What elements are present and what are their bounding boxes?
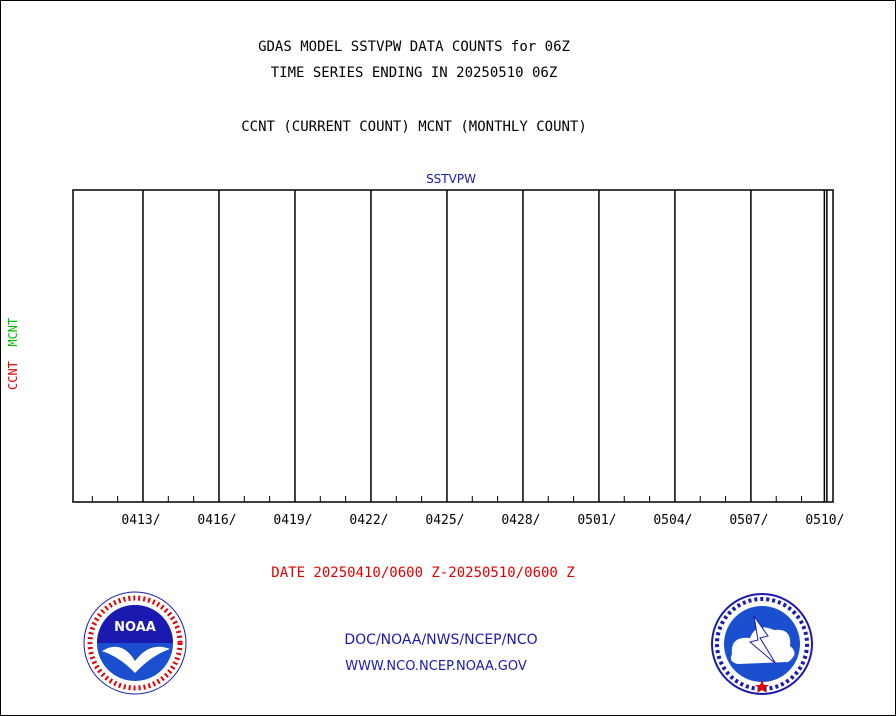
x-tick-label-5: 0428/ bbox=[501, 513, 541, 528]
y-axis-label-mcnt: MCNT bbox=[6, 317, 20, 347]
x-tick-label-0: 0413/ bbox=[121, 513, 161, 528]
credit-line-1[interactable]: DOC/NOAA/NWS/NCEP/NCO bbox=[344, 632, 538, 648]
x-tick-label-8: 0507/ bbox=[729, 513, 769, 528]
x-tick-label-4: 0425/ bbox=[425, 513, 465, 528]
noaa-logo-text: NOAA bbox=[114, 620, 156, 635]
nws-logo-icon bbox=[710, 592, 814, 696]
x-tick-label-9: 0510/ bbox=[805, 513, 845, 528]
noaa-logo-icon bbox=[82, 591, 188, 695]
x-tick-label-6: 0501/ bbox=[577, 513, 617, 528]
x-tick-label-1: 0416/ bbox=[197, 513, 237, 528]
x-tick-label-3: 0422/ bbox=[349, 513, 389, 528]
x-axis-tick-labels bbox=[121, 513, 844, 528]
data-dropout-lines bbox=[143, 190, 827, 502]
x-tick-label-7: 0504/ bbox=[653, 513, 693, 528]
panel-label: SSTVPW bbox=[426, 172, 476, 186]
x-tick-label-2: 0419/ bbox=[273, 513, 313, 528]
credit-line-2[interactable]: WWW.NCO.NCEP.NOAA.GOV bbox=[345, 659, 527, 674]
chart-title-line2: TIME SERIES ENDING IN 20250510 06Z bbox=[270, 65, 558, 81]
date-range-label: DATE 20250410/0600 Z-20250510/0600 Z bbox=[271, 565, 575, 581]
chart-subtitle: CCNT (CURRENT COUNT) MCNT (MONTHLY COUNT) bbox=[241, 119, 587, 135]
plot-area-border bbox=[73, 190, 833, 502]
chart-title-line1: GDAS MODEL SSTVPW DATA COUNTS for 06Z bbox=[258, 39, 570, 55]
y-axis-label-ccnt: CCNT bbox=[6, 361, 20, 390]
